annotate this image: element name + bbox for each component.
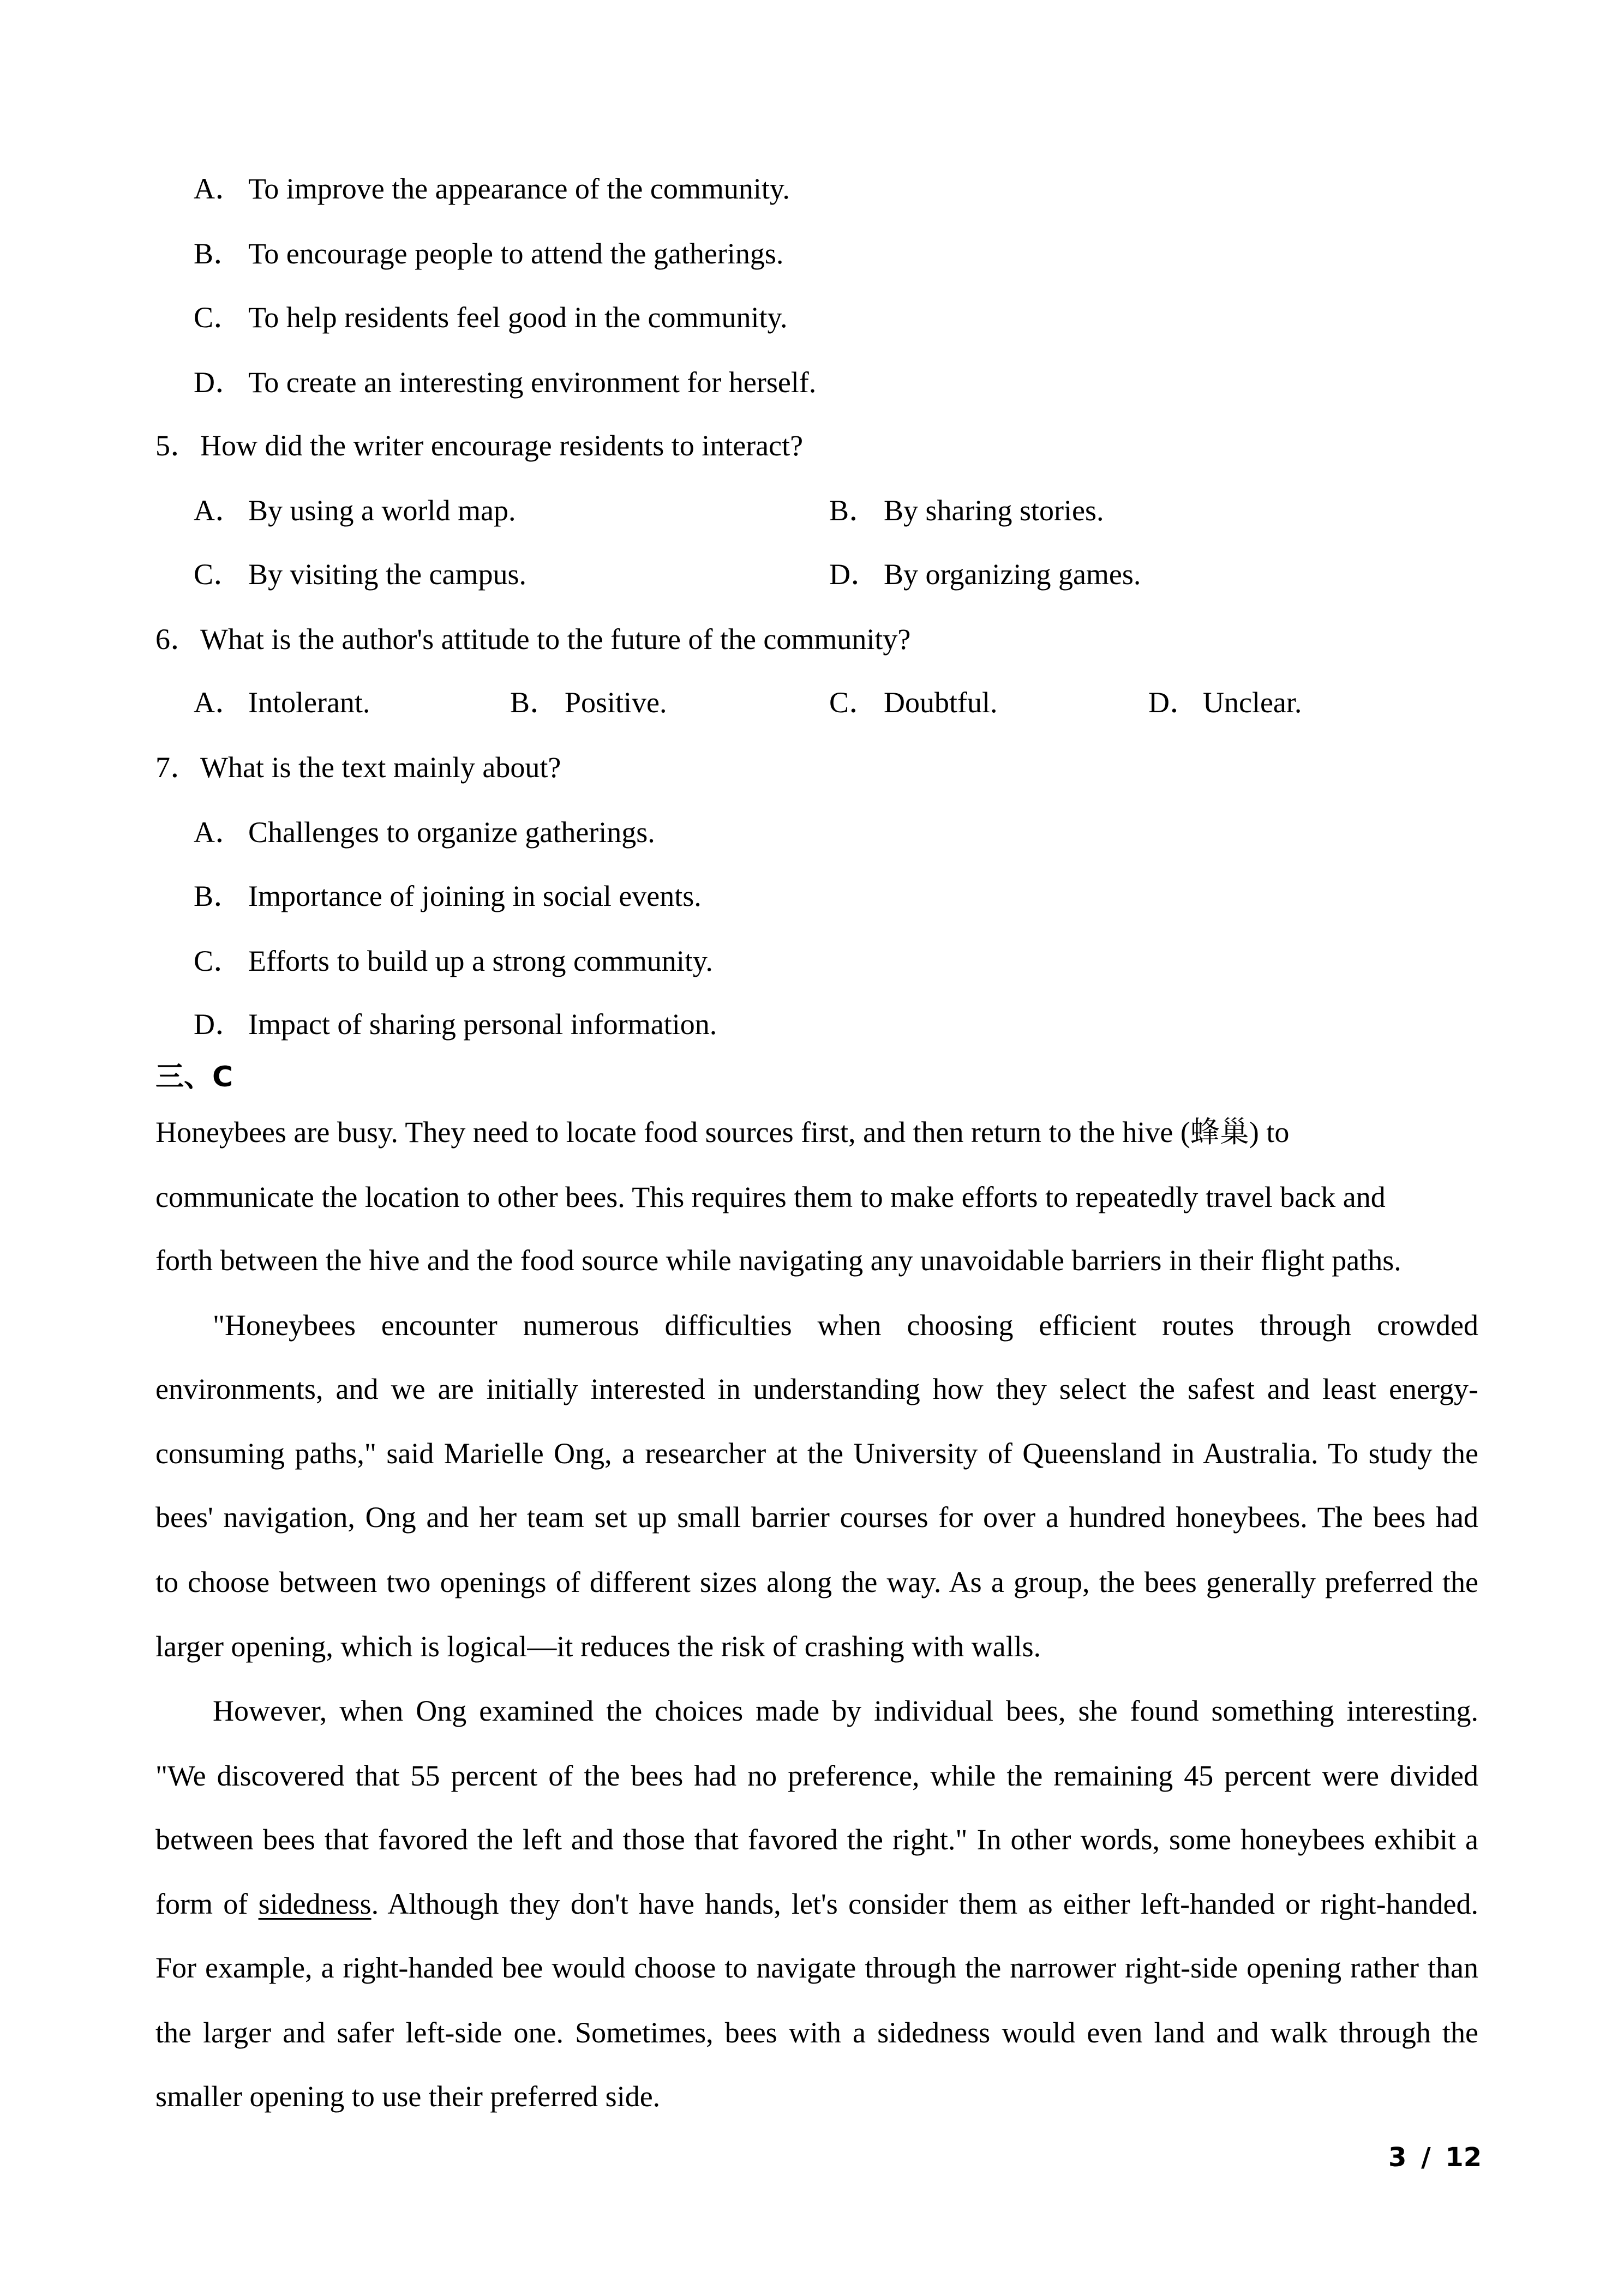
passage-p1-line-2: communicate the location to other bees. This requires them to make efforts to repeatedly travel back and	[155, 1181, 1386, 1213]
option-label: B．	[194, 237, 243, 270]
passage-p3-line-7: smaller opening to use their preferred side.	[155, 2080, 661, 2113]
passage-p2-line-1: "Honeybees encounter numerous difficulties when choosing efficient routes through crowded	[213, 1309, 1478, 1342]
question-4-option-d	[194, 363, 816, 401]
option-text: To encourage people to attend the gatherings.	[248, 237, 784, 270]
passage-p1-line-3: forth between the hive and the food source while navigating any unavoidable barriers in their flight paths.	[155, 1244, 1401, 1277]
question-4-option-c	[194, 298, 788, 336]
question-6-option-a	[194, 683, 370, 722]
option-text: By sharing stories.	[884, 494, 1104, 527]
page-number	[1388, 2141, 1482, 2174]
option-label: A．	[194, 686, 244, 719]
passage-p2-line-5: to choose between two openings of different sizes along the way. As a group, the bees generally preferred the	[155, 1566, 1478, 1598]
option-label: A．	[194, 494, 244, 527]
page-separator: /	[1421, 2142, 1431, 2173]
question-text: What is the text mainly about?	[200, 751, 561, 784]
passage-p2-line-6: larger opening, which is logical—it reduces the risk of crashing with walls.	[155, 1630, 1041, 1663]
question-6-option-b	[510, 683, 667, 722]
question-7-option-a	[194, 813, 655, 851]
option-text: To help residents feel good in the community.	[248, 301, 788, 334]
option-text: Efforts to build up a strong community.	[248, 945, 713, 977]
option-text: Impact of sharing personal information.	[248, 1008, 717, 1041]
question-5-option-c	[194, 555, 526, 593]
option-text: Intolerant.	[248, 686, 370, 719]
option-text: By visiting the campus.	[248, 558, 526, 591]
question-7-option-c	[194, 942, 713, 980]
option-label: C．	[194, 945, 243, 977]
page-total: 12	[1445, 2142, 1482, 2173]
question-4-option-a	[194, 170, 790, 208]
passage-p2-line-2: environments, and we are initially interested in understanding how they select the safest and least energy-	[155, 1373, 1478, 1405]
question-5-option-a	[194, 491, 516, 530]
option-label: D．	[829, 558, 880, 591]
passage-p3-line-1: However, when Ong examined the choices made by individual bees, she found something interesting.	[213, 1694, 1478, 1727]
option-text: Positive.	[565, 686, 667, 719]
passage-p3-line-6: the larger and safer left-side one. Sometimes, bees with a sidedness would even land and walk through the	[155, 2016, 1478, 2049]
option-label: C．	[829, 686, 879, 719]
question-6-stem	[155, 620, 910, 658]
option-label: B．	[510, 686, 560, 719]
question-4-option-b	[194, 235, 783, 273]
question-5-stem	[155, 426, 803, 465]
question-6-option-d	[1148, 683, 1302, 722]
option-text: Unclear.	[1203, 686, 1302, 719]
option-label: B．	[829, 494, 879, 527]
option-label: C．	[194, 301, 243, 334]
question-5-option-d	[829, 555, 1141, 593]
option-label: B．	[194, 880, 243, 912]
passage-p2-line-4: bees' navigation, Ong and her team set up small barrier courses for over a hundred honeybees. The bees had	[155, 1501, 1478, 1534]
underlined-word-sidedness: sidedness	[258, 1888, 371, 1920]
option-label: A．	[194, 816, 244, 849]
question-number: 7．	[155, 751, 200, 784]
section-heading: 三、C	[155, 1061, 233, 1093]
question-5-option-b	[829, 491, 1104, 530]
passage-p3-line-4: form of sidedness. Although they don't have hands, let's consider them as either left-handed or right-handed.	[155, 1888, 1478, 1920]
option-text: To improve the appearance of the community.	[248, 172, 790, 205]
question-7-option-b	[194, 877, 702, 915]
option-label: C．	[194, 558, 243, 591]
option-label: A．	[194, 172, 244, 205]
passage-p1-line-1: Honeybees are busy. They need to locate food sources first, and then return to the hive (蜂巢) to	[155, 1116, 1290, 1149]
question-number: 5．	[155, 429, 200, 462]
passage-p3-line-5: For example, a right-handed bee would choose to navigate through the narrower right-side opening rather than	[155, 1951, 1478, 1984]
option-text: By organizing games.	[884, 558, 1141, 591]
option-text: By using a world map.	[248, 494, 516, 527]
option-text: Challenges to organize gatherings.	[248, 816, 655, 849]
question-number: 6．	[155, 623, 200, 656]
question-text: What is the author's attitude to the future of the community?	[200, 623, 911, 656]
question-7-option-d	[194, 1005, 717, 1043]
question-text: How did the writer encourage residents to interact?	[200, 429, 804, 462]
passage-p3-line-3: between bees that favored the left and those that favored the right." In other words, some honeybees exhibit a	[155, 1823, 1478, 1856]
passage-p3-line-2: "We discovered that 55 percent of the bees had no preference, while the remaining 45 percent were divided	[155, 1759, 1478, 1792]
page-current: 3	[1388, 2142, 1407, 2173]
option-text: Importance of joining in social events.	[248, 880, 702, 912]
question-6-option-c	[829, 683, 998, 722]
option-text: Doubtful.	[884, 686, 998, 719]
option-label: D．	[194, 366, 244, 399]
option-label: D．	[194, 1008, 244, 1041]
question-7-stem	[155, 748, 561, 786]
passage-p2-line-3: consuming paths," said Marielle Ong, a researcher at the University of Queensland in Australia. To study the	[155, 1437, 1478, 1470]
option-text: To create an interesting environment for herself.	[248, 366, 817, 399]
option-label: D．	[1148, 686, 1199, 719]
